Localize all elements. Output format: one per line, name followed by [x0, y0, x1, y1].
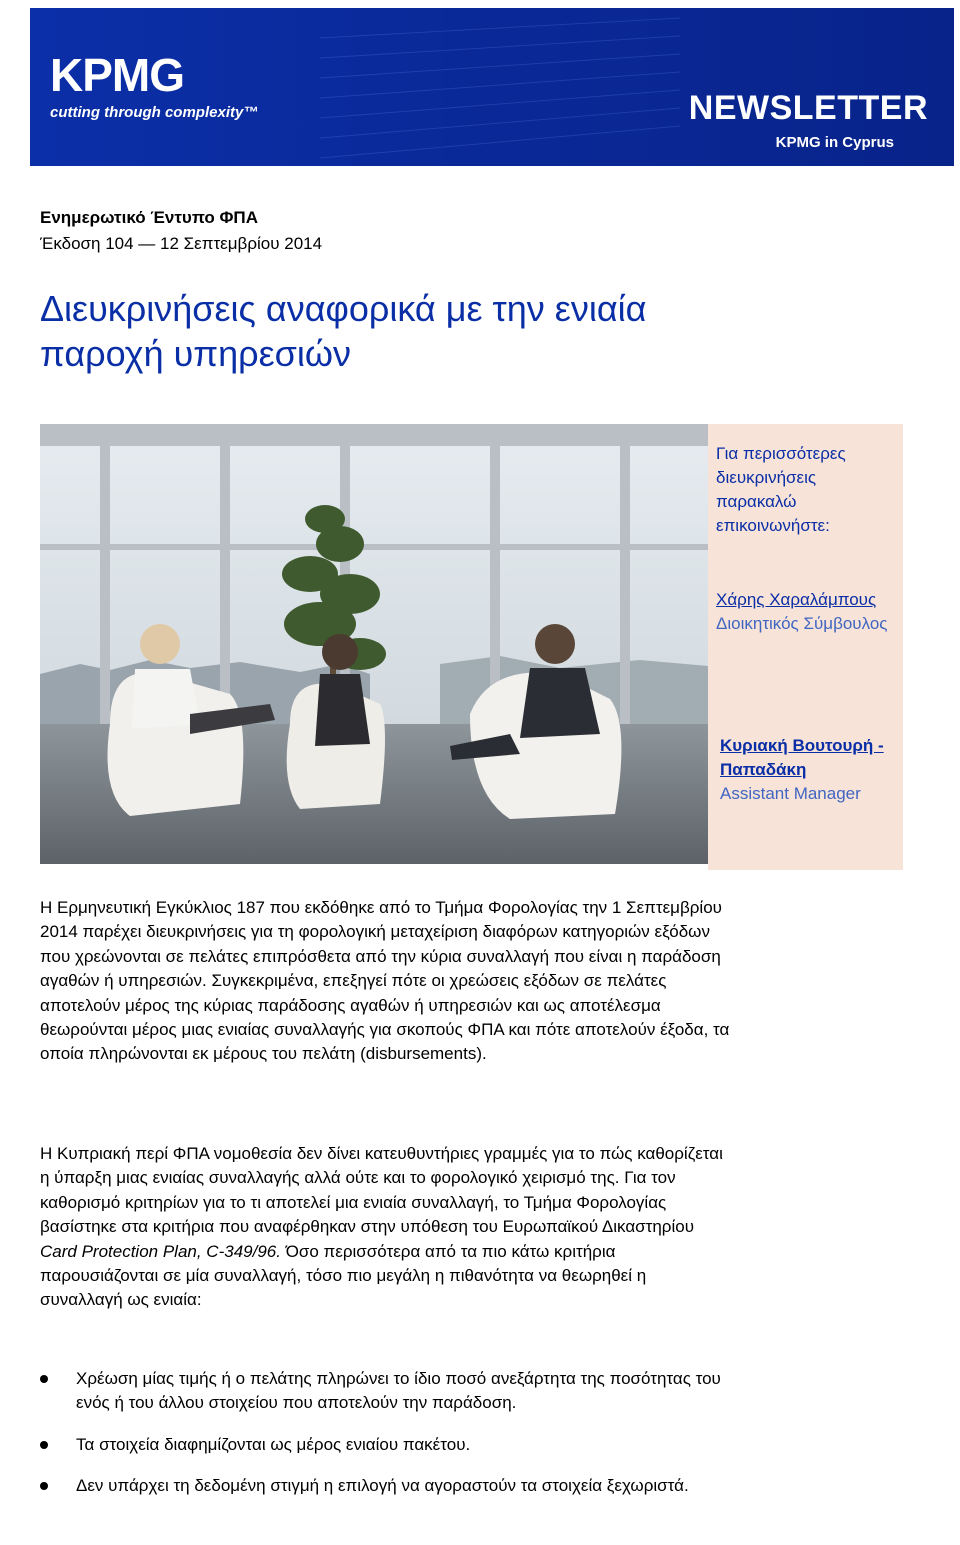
banner-decoration [320, 8, 680, 166]
kpmg-logo [40, 48, 280, 138]
body-paragraph: Η Ερμηνευτική Εγκύκλιος 187 που εκδόθηκε από το Τμήμα Φορολογίας την 1 Σεπτεμβρίου 2014 παρέχει διευκρινήσεις για τη φορολογική μεταχείριση διαφόρων κατηγοριών εξόδων που χρεώνονται σε πελάτες επιπρόσθετα από την κύρια συναλλαγή που είναι η παράδοση αγαθών ή υπηρεσιών. Συγκεκριμένα, επεξηγεί πότε οι χρεώσεις εξόδων σε πελάτες αποτελούν μέρος της κύριας παράδοσης αγαθών ή υπηρεσιών και ως αποτέλεσμα θεωρούνται μέρος μιας ενιαίας συναλλαγής για σκοπούς ΦΠΑ και πότε αποτελούν έξοδα, τα οποία πληρώνονται εκ μέρους του πελάτη (disbursements). [40, 898, 730, 1064]
contact-panel [708, 424, 903, 870]
paragraph-text: Η Κυπριακή περί ΦΠΑ νομοθεσία δεν δίνει κατευθυντήριες γραμμές για το πώς καθορίζεται η ύπαρξη μιας ενιαίας συναλλαγής αλλά ούτε και το φορολογικό χειρισμό της. Για τον καθορισμό κριτηρίων για το τι αποτελεί μια ενιαία συναλλαγή, το Τμήμα Φορολογίας βασίστηκε στα κριτήρια που αναφέρθηκαν στην υπόθεση του Ευρωπαϊκού Δικαστηρίου [40, 1144, 723, 1237]
contact-role: Διοικητικός Σύμβουλος [716, 614, 888, 633]
contact-intro: Για περισσότερες διευκρινήσεις παρακαλώ επικοινωνήστε: [716, 444, 846, 535]
list-item: Χρέωση μίας τιμής ή ο πελάτης πληρώνει το ίδιο ποσό ανεξάρτητα της ποσότητας του ενός ή του άλλου στοιχείου που αποτελούν την παράδοση. [40, 1367, 730, 1416]
meeting-photo [40, 424, 708, 864]
page-title: Διευκρινήσεις αναφορικά με την ενιαία παροχή υπηρεσιών [40, 288, 647, 374]
contact-name-link[interactable]: Κυριακή Βουτουρή - Παπαδάκη [720, 736, 884, 779]
newsletter-title: NEWSLETTER [688, 89, 928, 127]
criteria-list [40, 1367, 730, 1516]
logo-tagline: cutting through complexity™ [50, 104, 259, 121]
paragraph-text: Όσο περισσότερα από τα πιο κάτω κριτήρια παρουσιάζονται σε μία συναλλαγή, τόσο πιο μεγάλη η πιθανότητα να θεωρηθεί η συναλλαγή ως ενιαία: [40, 1241, 647, 1310]
contact-role: Assistant Manager [720, 784, 861, 803]
issue-title: Ενημερωτικό Έντυπο ΦΠΑ [40, 208, 258, 227]
newsletter-banner [30, 8, 954, 166]
newsletter-subtitle: KPMG in Cyprus [775, 134, 894, 151]
contact-person [716, 588, 896, 636]
logo-wordmark: KPMG [50, 49, 184, 101]
case-reference: Card Protection Plan, C-349/96. [40, 1241, 281, 1261]
contact-person [720, 734, 900, 806]
issue-edition: Έκδοση 104 — 12 Σεπτεμβρίου 2014 [40, 234, 323, 253]
list-item: Τα στοιχεία διαφημίζονται ως μέρος ενιαίου πακέτου. [40, 1433, 730, 1457]
contact-name-link[interactable]: Χάρης Χαραλάμπους [716, 590, 877, 609]
list-item: Δεν υπάρχει τη δεδομένη στιγμή η επιλογή να αγοραστούν τα στοιχεία ξεχωριστά. [40, 1474, 730, 1498]
body-paragraph [40, 1142, 730, 1313]
